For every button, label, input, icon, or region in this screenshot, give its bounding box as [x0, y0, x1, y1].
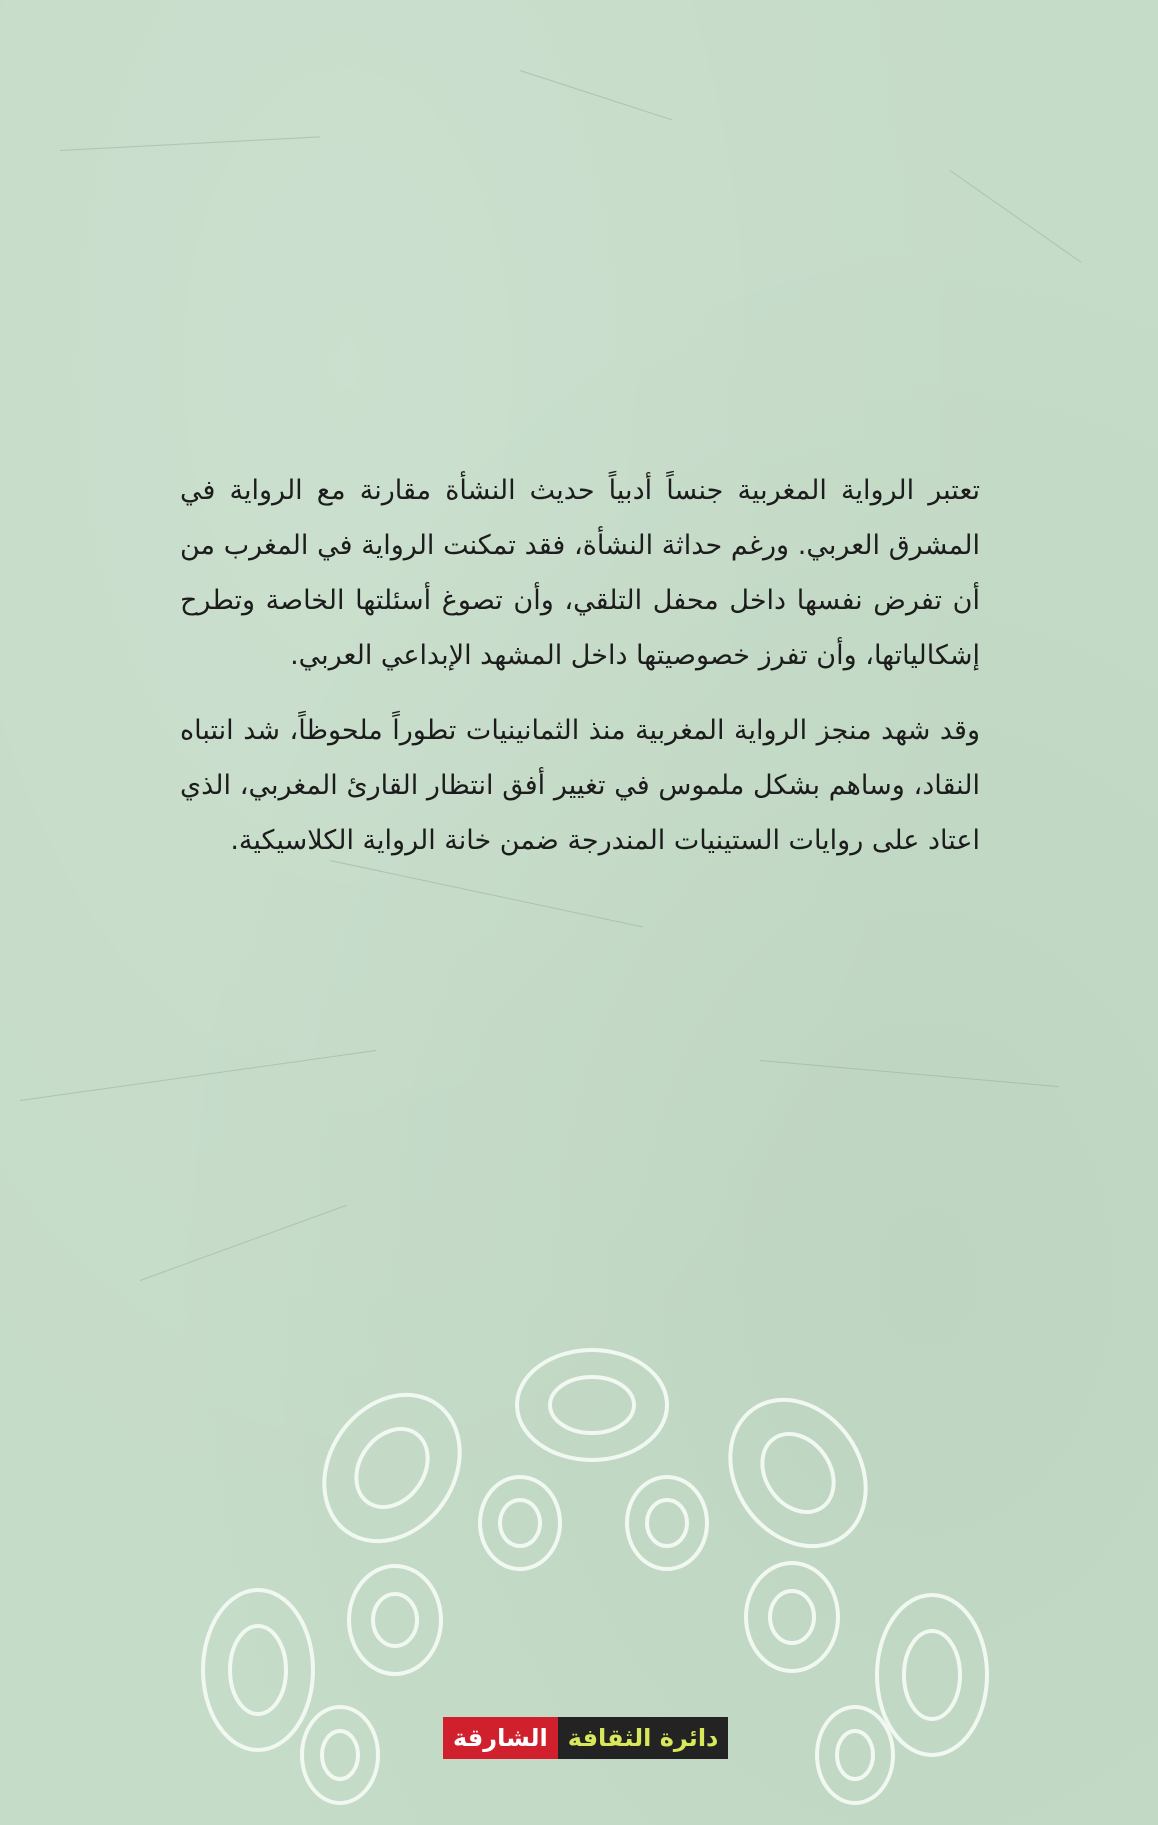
publisher-name-red: الشارقة — [443, 1717, 558, 1759]
publisher-logo — [443, 1717, 728, 1759]
back-cover-blurb — [180, 463, 980, 888]
publisher-name-dark: دائرة الثقافة — [558, 1717, 729, 1759]
blurb-paragraph-1: تعتبر الرواية المغربية جنساً أدبياً حديث النشأة مقارنة مع الرواية في المشرق العربي. ورغم حداثة النشأة، فقد تمكنت الرواية في المغرب من أن تفرض نفسها داخل محفل التلقي، وأن تصوغ أسئلتها الخاصة وتطرح إشكالياتها، وأن تفرز خصوصيتها داخل المشهد الإبداعي العربي. — [180, 475, 980, 671]
paper-scratch — [60, 136, 320, 151]
blurb-paragraph-2: وقد شهد منجز الرواية المغربية منذ الثمانينيات تطوراً ملحوظاً، شد انتباه النقاد، وساهم بشكل ملموس في تغيير أفق انتظار القارئ المغربي، الذي اعتاد على روايات الستينيات المندرجة ضمن خانة الرواية الكلاسيكية. — [180, 715, 980, 856]
paper-scratch — [520, 70, 672, 120]
paper-scratch — [950, 170, 1082, 263]
paper-scratch — [760, 1060, 1059, 1087]
paper-scratch — [140, 1205, 347, 1281]
paper-scratch — [20, 1050, 377, 1101]
